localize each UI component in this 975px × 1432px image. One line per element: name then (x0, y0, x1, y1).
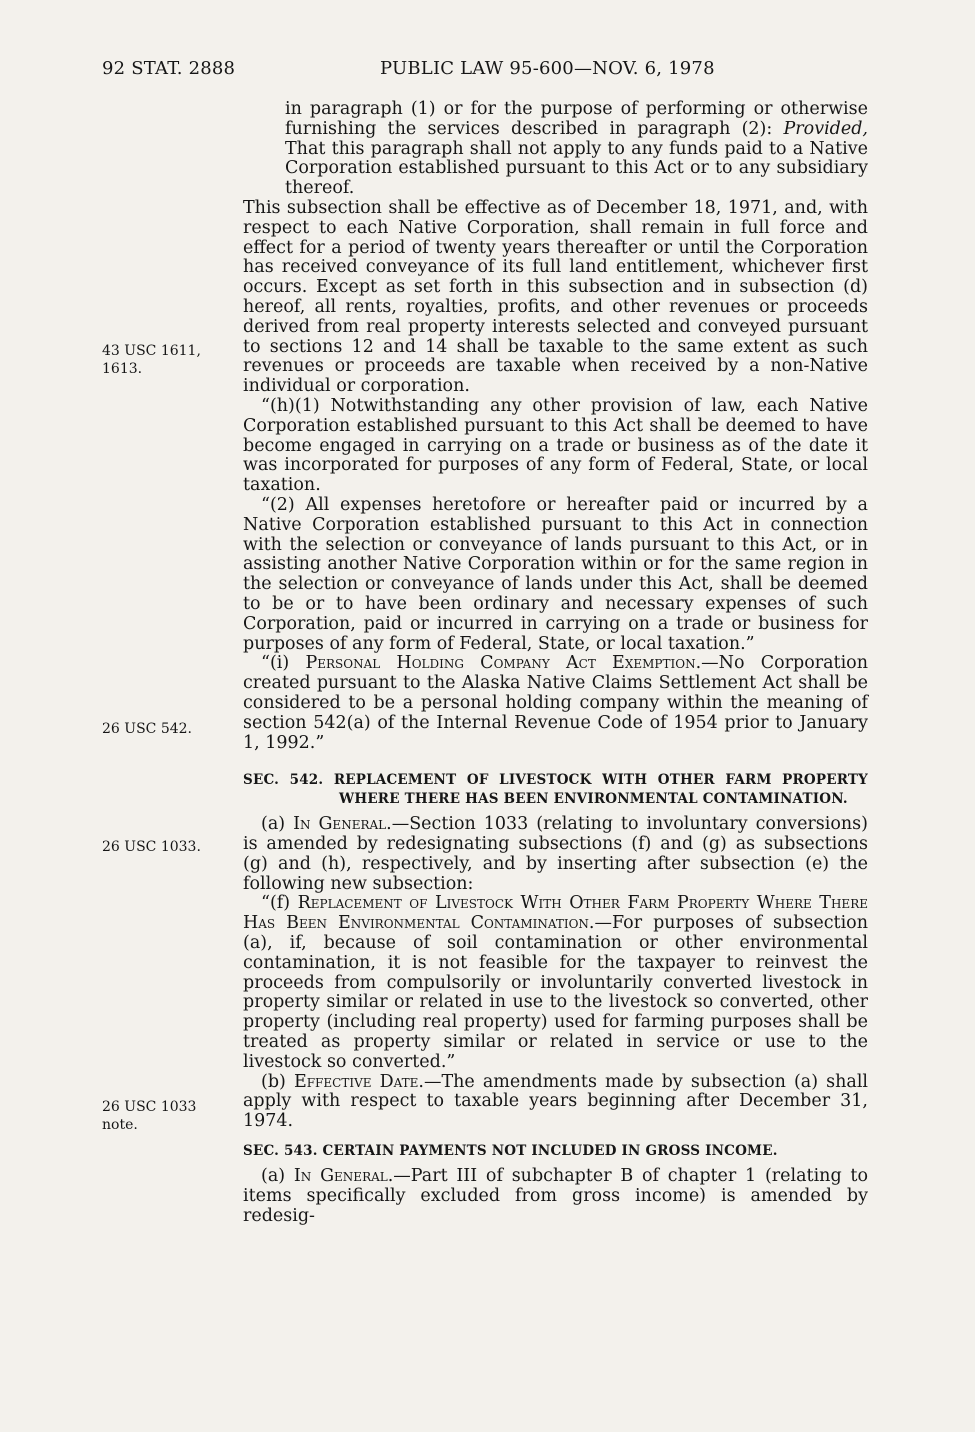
paragraph-542b (243, 1073, 868, 1132)
section-542-heading: SEC. 542. REPLACEMENT OF LIVESTOCK WITH OTHER FARM PROPERTY WHERE THERE HAS BEEN ENVIRONMENTAL CONTAMINATION. (243, 772, 868, 808)
paragraph-prefix: (b) (261, 1071, 294, 1092)
paragraph-h1: “(h)(1) Notwithstanding any other provision of law, each Native Corporation established pursuant to this Act shall be deemed to have become engaged in carrying on a trade or business as of the date it was incorporated for purposes of any form of Federal, State, or local taxation. (243, 395, 868, 496)
paragraph-prefix: “(i) (261, 653, 306, 674)
paragraph-provided (243, 100, 868, 199)
margin-note-usc-1033: 26 USC 1033. (102, 839, 201, 855)
paragraph-text: —For purposes of subsection (a), if, because of soil contamination or other environmental contamination, it is not feasible for the taxpayer to reinvest the proceeds from compulsorily or involuntarily converted livestock in property similar or related in use to the livestock so converted, other property (including real property) used for farming purposes shall be treated as property similar or related in service or use to the livestock so converted.” (243, 913, 868, 1072)
paragraph-542a (243, 815, 868, 894)
stat-reference: 92 STAT. 2888 (102, 58, 236, 79)
paragraph-text: —Part III of subchapter B of chapter 1 (relating to items specifically excluded from gross income) is amended by redesig- (243, 1166, 868, 1226)
paragraph-heading: Effective Date. (293, 1071, 424, 1092)
public-law-title: PUBLIC LAW 95-600—NOV. 6, 1978 (380, 58, 715, 79)
paragraph-text: —Section 1033 (relating to involuntary conversions) is amended by redesignating subsections (f) and (g) as subsections (g) and (h), respectively, and by inserting after subsection (e) the following new subsection: (243, 814, 868, 894)
paragraph-heading: Personal Holding Company Act Exemption. (305, 653, 702, 674)
paragraph-prefix: (a) (261, 1166, 294, 1187)
margin-note-usc-1611: 43 USC 1611, 1613. (102, 343, 201, 377)
document-body (243, 100, 868, 1226)
paragraph-text: in paragraph (1) or for the purpose of performing or otherwise furnishing the services described in paragraph (2): (285, 99, 868, 139)
paragraph-heading: In General. (293, 1166, 394, 1187)
margin-note-usc-1033-note: 26 USC 1033 note. (102, 1099, 197, 1133)
page-header (102, 58, 722, 88)
paragraph-prefix: “(f) (261, 893, 298, 914)
margin-note-usc-542: 26 USC 542. (102, 721, 192, 737)
paragraph-543a (243, 1167, 868, 1226)
paragraph-h2: “(2) All expenses heretofore or hereafter paid or incurred by a Native Corporation established pursuant to this Act in connection with the selection or conveyance of lands pursuant to this Act, or in assisting another Native Corporation within or for the same region in the selection or conveyance of lands under this Act, shall be deemed to be or to have been ordinary and necessary expenses of such Corporation, paid or incurred in carrying on a trade or business for purposes of any form of Federal, State, or local taxation.” (243, 494, 868, 654)
paragraph-heading: In General. (293, 814, 392, 835)
paragraph-text: That this paragraph shall not apply to any funds paid to a Native Corporation established pursuant to this Act or to any subsidiary thereof. (285, 138, 868, 199)
paragraph-prefix: (a) (261, 814, 294, 835)
paragraph-effective-date: This subsection shall be effective as of December 18, 1971, and, with respect to each Native Corporation, shall remain in full force and effect for a period of twenty years thereafter or until the Corporation has received conveyance of its full land entitlement, whichever first occurs. Except as set forth in this subsection and in subsection (d) hereof, all rents, royalties, profits, and other revenues or proceeds derived from real property interests selected and conveyed pursuant to sections 12 and 14 shall be taxable to the same extent as such revenues or proceeds are taxable when received by a non-Native individual or corporation. (243, 197, 868, 397)
section-543-heading: SEC. 543. CERTAIN PAYMENTS NOT INCLUDED IN GROSS INCOME. (243, 1143, 778, 1160)
paragraph-542f (243, 894, 868, 1072)
provided-italic: Provided, (783, 118, 868, 139)
paragraph-text: —No Corporation created pursuant to the Alaska Native Claims Settlement Act shall be considered to be a personal holding company within the meaning of section 542(a) of the Internal Revenue Code of 1954 prior to January 1, 1992.” (243, 653, 868, 753)
paragraph-text: —The amendments made by subsection (a) shall apply with respect to taxable years beginning after December 31, 1974. (243, 1071, 869, 1132)
paragraph-i-exemption (243, 654, 868, 753)
paragraph-heading: Replacement of Livestock With Other Farm Property Where There Has Been Environmental Contamination. (243, 893, 868, 934)
